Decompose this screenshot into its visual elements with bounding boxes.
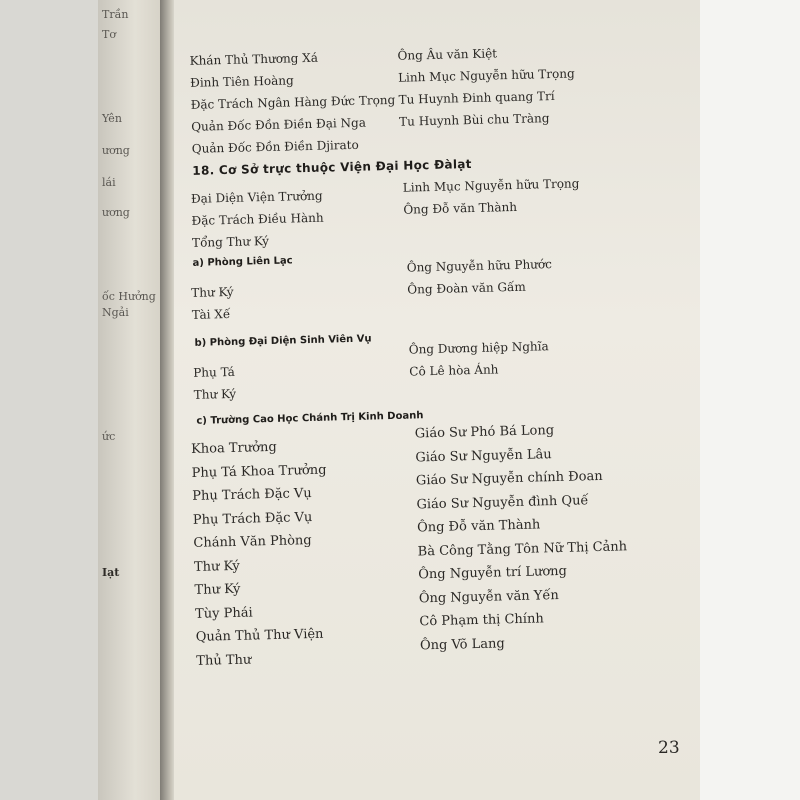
list-item: Ông Âu văn Kiệt xyxy=(397,46,498,63)
list-item: Tu Huynh Đinh quang Trí xyxy=(398,88,555,107)
list-item: Đại Diện Viện Trưởng xyxy=(190,188,323,206)
section-a-left xyxy=(191,281,234,326)
section-c-left xyxy=(191,435,331,673)
section-18-right xyxy=(403,172,581,220)
list-item: Thủ Thư xyxy=(196,652,252,669)
left-fragment: ức xyxy=(102,430,116,443)
book-page xyxy=(174,0,700,800)
section-a-heading: a) Phòng Liên Lạc xyxy=(192,255,293,269)
list-item: Cô Phạm thị Chính xyxy=(419,611,544,630)
list-item: Ông Võ Lang xyxy=(419,635,505,653)
page-number: 23 xyxy=(658,738,680,758)
list-item: Cô Lê hòa Ánh xyxy=(409,362,499,379)
list-item: Ông Nguyễn văn Yến xyxy=(418,587,559,606)
list-item: Khán Thủ Thương Xá xyxy=(189,50,319,68)
list-item: Đặc Trách Điều Hành xyxy=(191,210,324,228)
section-18-heading: 18. Cơ Sở trực thuộc Viện Đại Học Đàlạt xyxy=(192,157,472,178)
top-list-right xyxy=(397,40,576,132)
list-item: Phụ Trách Đặc Vụ xyxy=(192,509,313,528)
list-item: Thư Ký xyxy=(193,558,240,575)
list-item: Ông Đoàn văn Gấm xyxy=(407,279,526,297)
list-item: Đặc Trách Ngân Hàng Đức Trọng xyxy=(190,92,396,112)
list-item: Chánh Văn Phòng xyxy=(193,533,312,551)
list-item: Phụ Trách Đặc Vụ xyxy=(192,486,312,504)
list-item: Đinh Tiên Hoàng xyxy=(190,73,294,90)
left-fragment: lái xyxy=(102,176,116,189)
left-fragment: ốc Hưởng xyxy=(102,290,156,303)
list-item: Tài Xế xyxy=(191,306,231,322)
left-fragment: Tơ xyxy=(102,28,116,41)
left-page-edge xyxy=(98,0,161,800)
left-fragment: Iạt xyxy=(102,566,120,579)
list-item: Giáo Sư Nguyễn chính Đoan xyxy=(415,468,603,489)
list-item: Phụ Tá xyxy=(193,364,236,380)
top-list-left xyxy=(189,45,396,160)
list-item: Ông Nguyễn hữu Phước xyxy=(406,257,553,275)
list-item: Tu Huynh Bùi chu Tràng xyxy=(399,111,550,129)
list-item: Bà Công Tằng Tôn Nữ Thị Cảnh xyxy=(417,538,628,559)
left-fragment: ương xyxy=(102,206,130,219)
list-item: Ông Nguyễn trí Lương xyxy=(418,563,568,583)
section-18-left xyxy=(191,185,325,254)
section-a-right xyxy=(406,253,552,301)
background-edge xyxy=(700,0,800,800)
list-item: Linh Mục Nguyễn hữu Trọng xyxy=(397,66,575,85)
list-item: Phụ Tá Khoa Trưởng xyxy=(191,462,327,481)
list-item: Ông Đỗ văn Thành xyxy=(416,517,541,536)
list-item: Quản Đốc Đồn Điền Đại Nga xyxy=(191,115,367,134)
left-fragment: ương xyxy=(102,144,130,157)
list-item: Tùy Phái xyxy=(194,604,253,622)
section-c-heading: c) Trường Cao Học Chánh Trị Kinh Doanh xyxy=(196,410,424,427)
left-fragment: Ngải xyxy=(102,306,129,319)
list-item: Giáo Sư Nguyễn đình Quế xyxy=(416,492,589,512)
list-item: Giáo Sư Nguyễn Lâu xyxy=(415,446,552,465)
list-item: Giáo Sư Phó Bá Long xyxy=(414,423,555,442)
left-fragment: Trần xyxy=(102,8,129,21)
list-item: Thư Ký xyxy=(193,386,237,402)
list-item: Quản Thủ Thư Viện xyxy=(195,626,324,645)
list-item: Ông Dương hiệp Nghĩa xyxy=(408,339,549,357)
section-b-right xyxy=(408,335,549,382)
list-item: Quản Đốc Đồn Điền Djirato xyxy=(191,137,359,156)
section-b-left xyxy=(193,361,236,406)
list-item: Thư Ký xyxy=(191,284,234,300)
list-item: Khoa Trưởng xyxy=(190,439,277,457)
left-fragment: Yên xyxy=(102,112,122,125)
list-item: Tổng Thư Ký xyxy=(191,233,270,250)
list-item: Ông Đỗ văn Thành xyxy=(403,199,518,217)
section-c-right xyxy=(415,417,630,657)
list-item: Linh Mục Nguyễn hữu Trọng xyxy=(402,176,580,195)
list-item: Thư Ký xyxy=(194,581,241,598)
section-b-heading: b) Phòng Đại Diện Sinh Viên Vụ xyxy=(194,333,372,349)
